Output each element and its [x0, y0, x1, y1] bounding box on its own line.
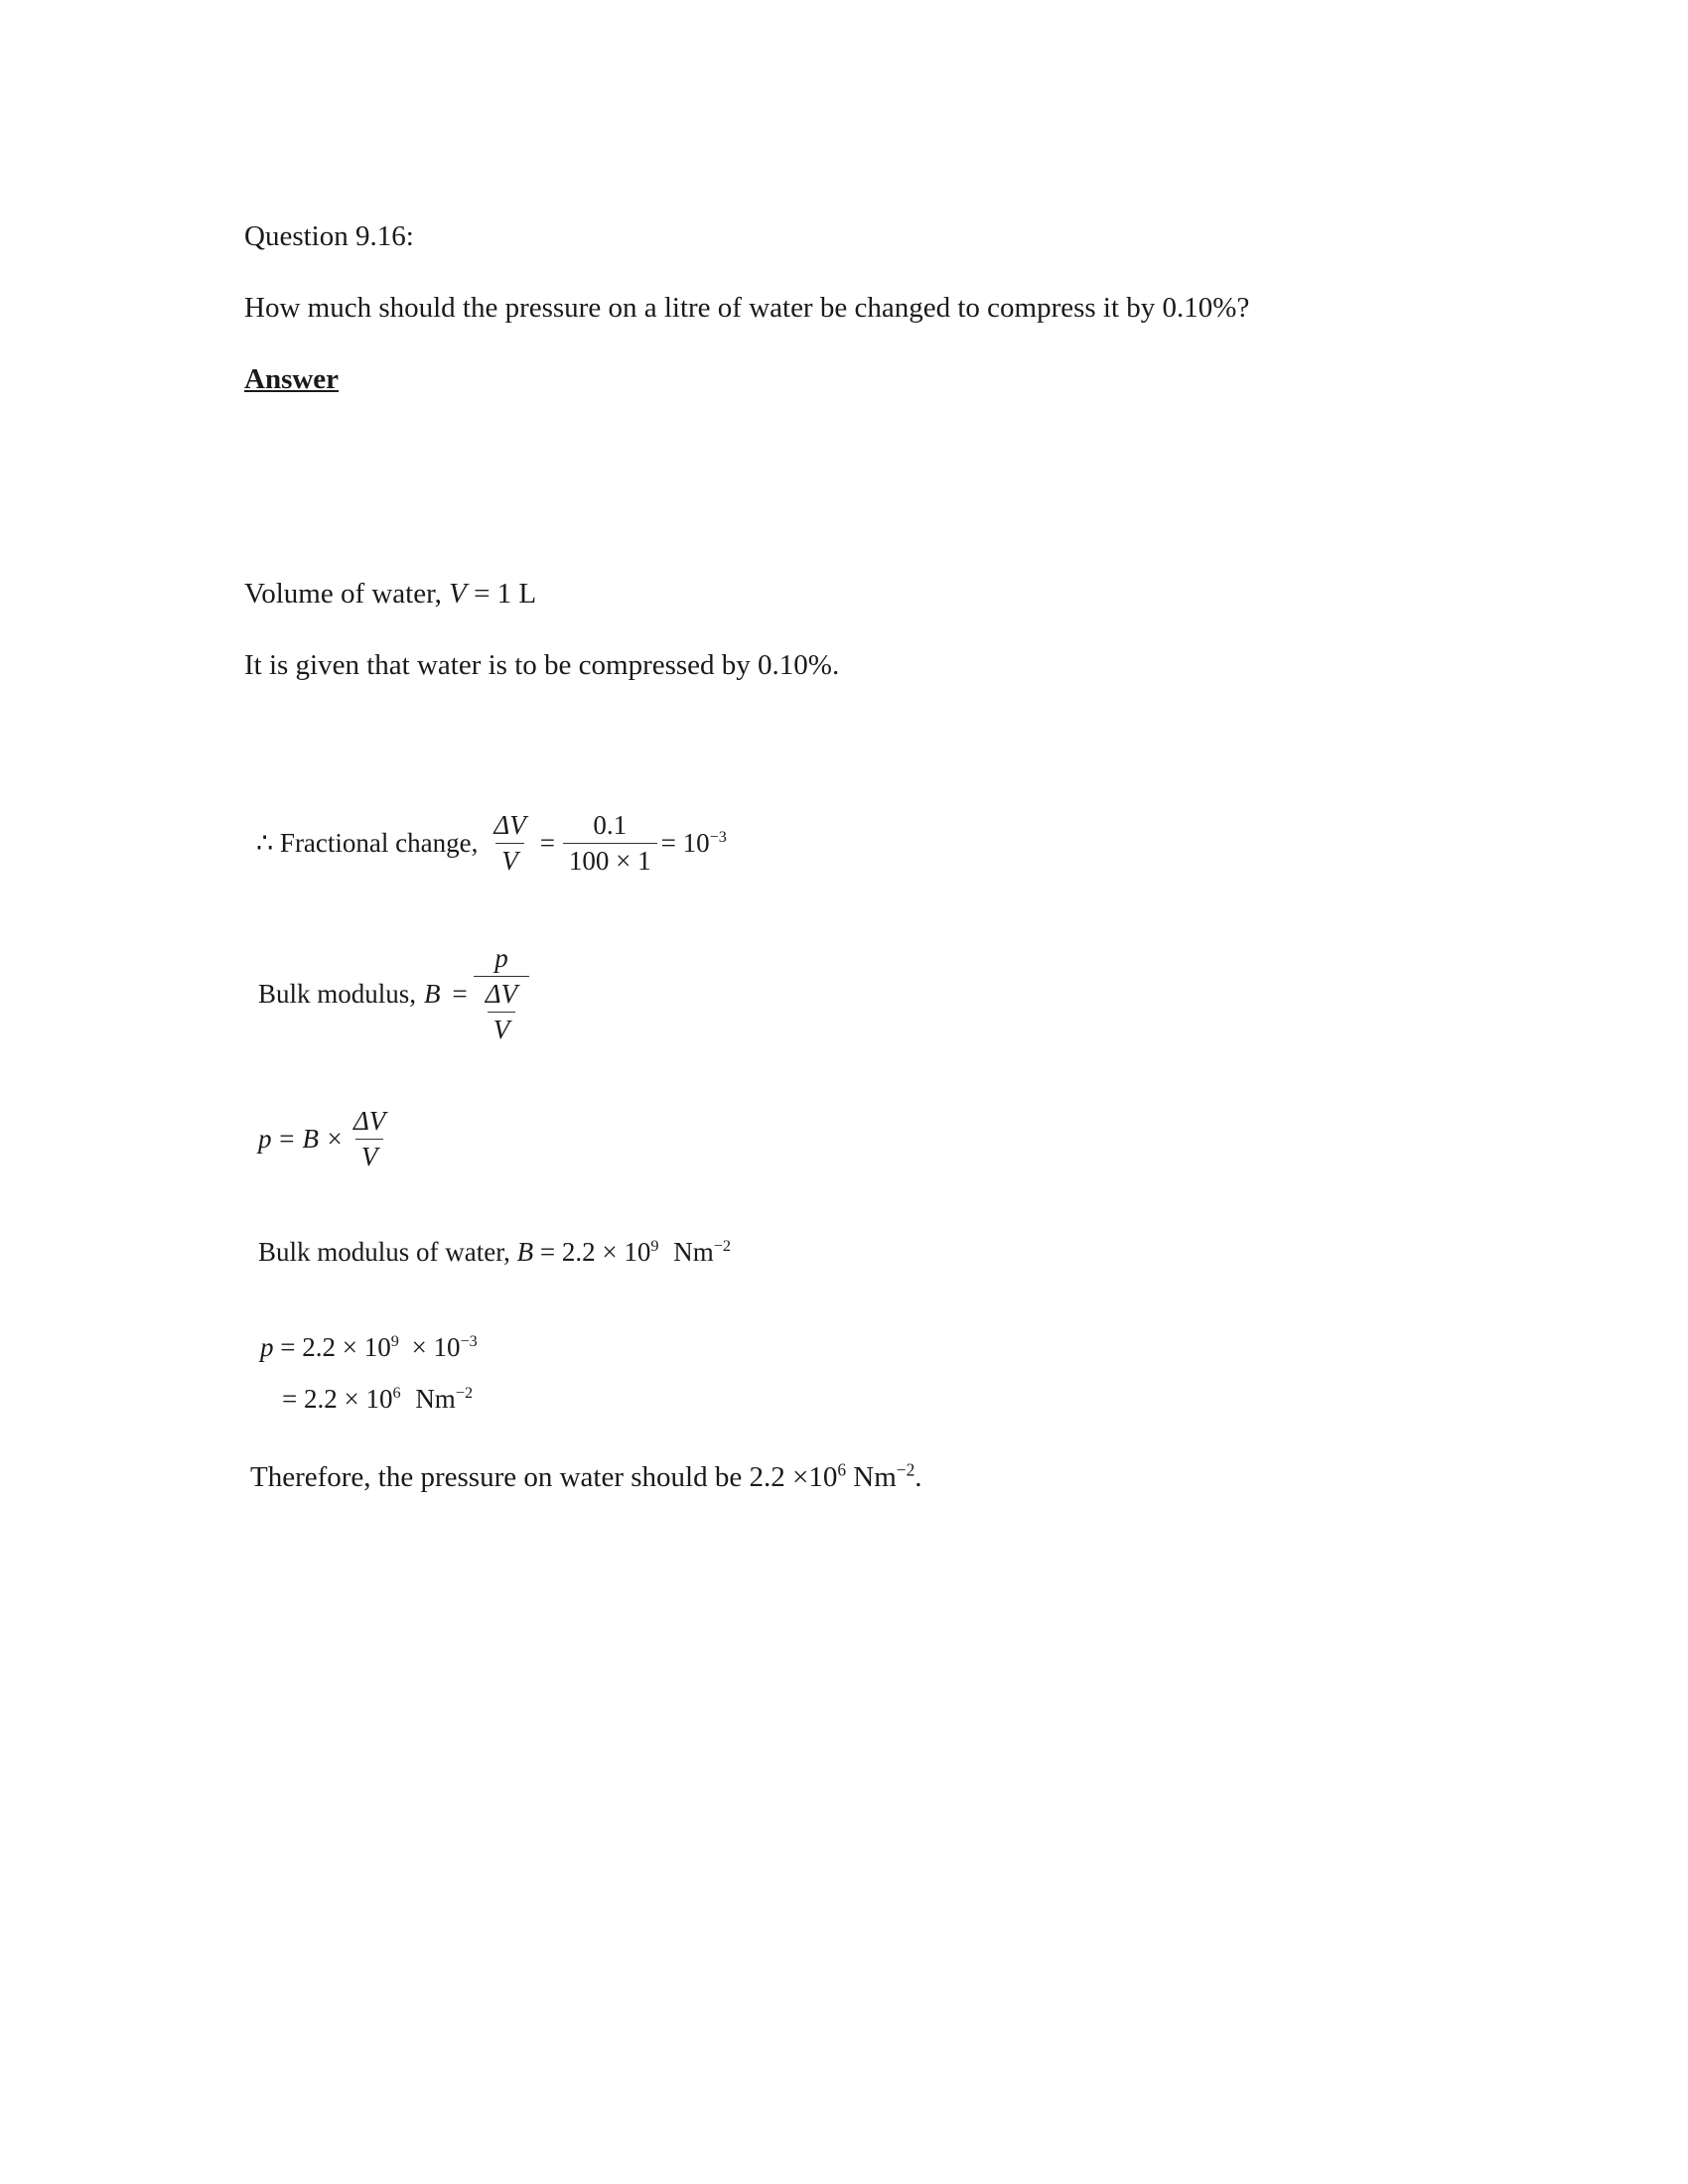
bulk-water-value: = $2.2 \times 10^9$ — [539, 1237, 659, 1267]
question-title: Question 9.16: — [244, 220, 414, 252]
bulk-water-var: B — [516, 1237, 534, 1267]
fraction-denominator: V — [355, 1139, 384, 1172]
conclusion: Therefore, the pressure on water should be $2.2 \times 10^6$ $Nm^{-2}$. — [250, 1459, 922, 1493]
volume-line — [244, 578, 536, 611]
question-text: How much should the pressure on a litre of water be changed to compress it by 0.10%? — [244, 292, 1250, 324]
volume-value: = 1 L — [474, 578, 537, 610]
pressure-formula — [258, 1106, 395, 1172]
calc-line-1: $p = 2.2 \times 10^9 \times 10^{-3}$ — [260, 1332, 478, 1362]
bulk-label: Bulk modulus, — [258, 979, 417, 1009]
given-statement: It is given that water is to be compressed by 0.10%. — [244, 649, 840, 681]
pressure-fraction — [348, 1106, 391, 1172]
answer-heading: Answer — [244, 363, 340, 395]
fraction-numerator: ΔV — [493, 810, 526, 840]
nested-fraction — [480, 979, 523, 1045]
fractional-change-equation — [256, 810, 727, 877]
calc-var: p — [260, 1332, 274, 1362]
fraction-numerator: ΔV — [352, 1106, 386, 1136]
bulk-denominator — [474, 976, 529, 1045]
bulk-numerator: p — [494, 943, 508, 973]
result-exponent: −3 — [709, 828, 727, 846]
bulk-fraction — [474, 943, 529, 1045]
equals-sign: = — [539, 828, 555, 858]
nested-denominator: V — [488, 1012, 516, 1045]
result-value: = $10^{-3}$ — [660, 828, 727, 858]
calc-line-2: = $2.2 \times 10^6$ $Nm^{-2}$ — [282, 1384, 474, 1414]
bulk-modulus-equation — [258, 943, 533, 1045]
bulk-water-unit: $Nm^{-2}$ — [673, 1237, 731, 1267]
volume-var: V — [449, 578, 467, 610]
bulk-var: B — [424, 979, 441, 1009]
pressure-rhs: = B × — [277, 1124, 344, 1154]
fraction-numerator: 0.1 — [593, 810, 628, 840]
fraction-denominator: 100 × 1 — [563, 843, 657, 877]
fraction-dv-over-v — [488, 810, 531, 877]
nested-numerator: ΔV — [485, 979, 518, 1009]
bulk-water-line — [258, 1237, 731, 1268]
volume-label: Volume of water, — [244, 578, 442, 610]
bulk-water-label: Bulk modulus of water, — [258, 1237, 510, 1267]
fraction-denominator: V — [495, 843, 524, 877]
equals-sign: = — [452, 979, 468, 1009]
pressure-var: p — [258, 1124, 272, 1154]
fractional-prefix: ∴ Fractional change, — [256, 828, 479, 858]
fraction-numeric — [563, 810, 657, 877]
